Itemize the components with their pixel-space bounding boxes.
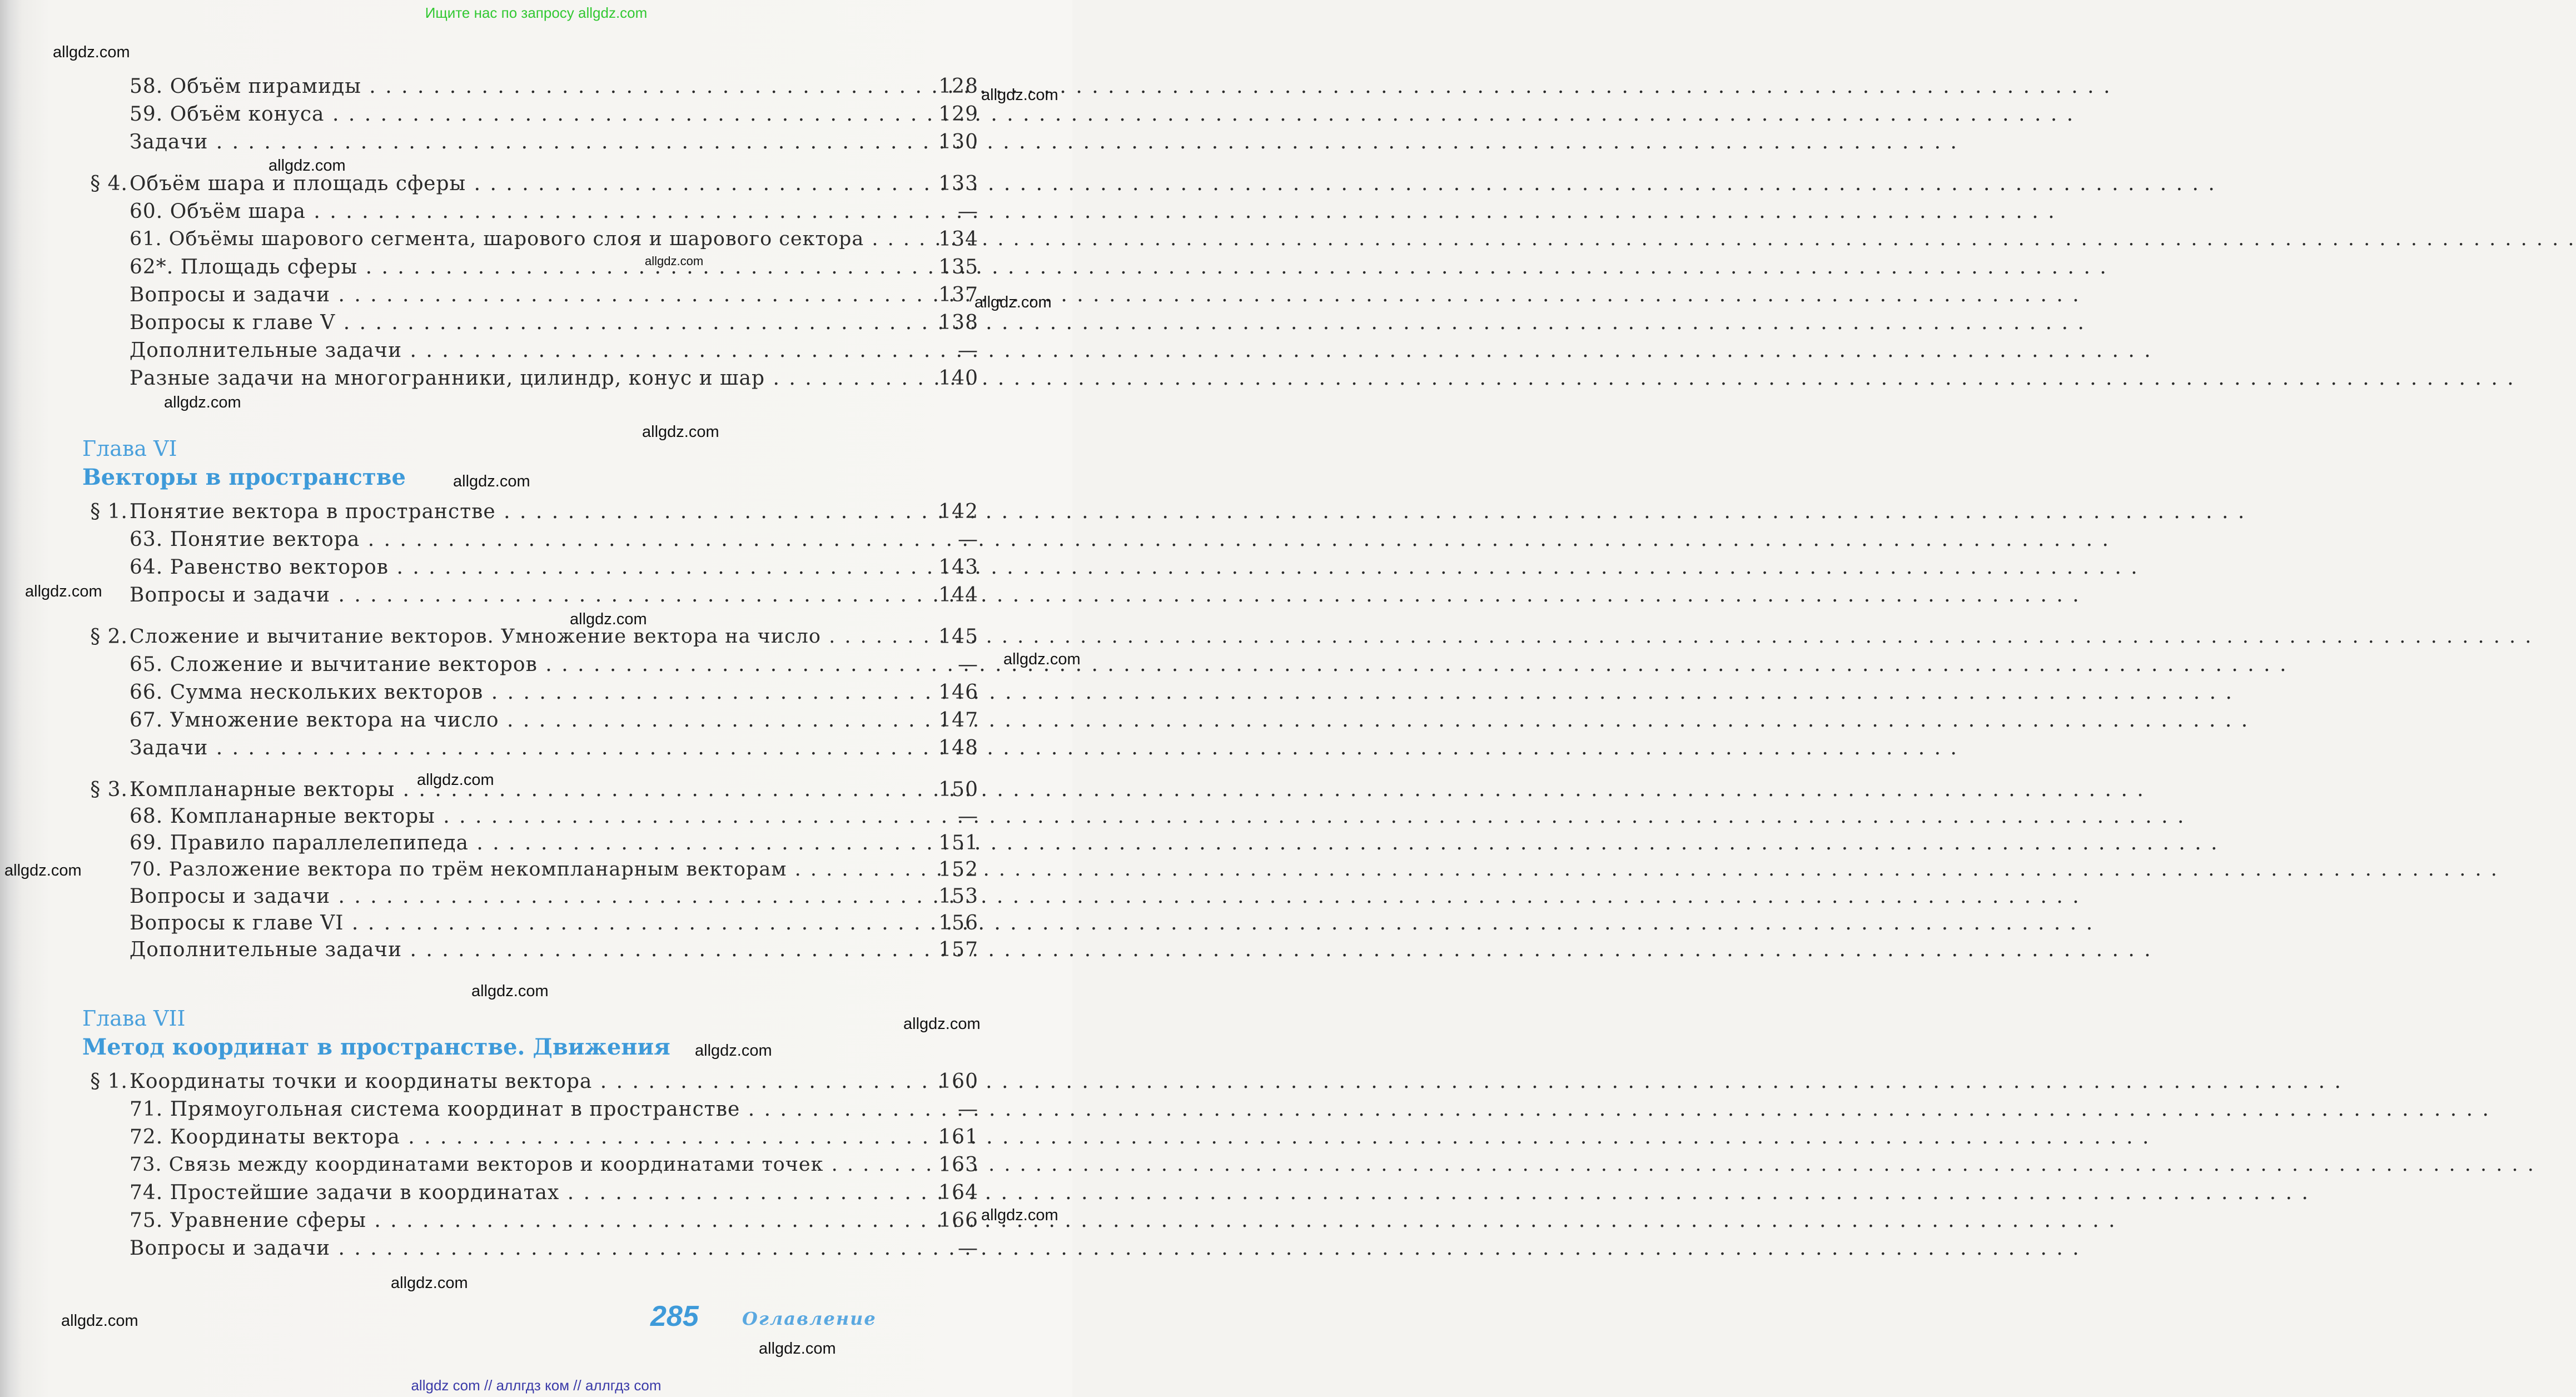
- watermark: allgdz.com: [981, 1206, 1058, 1224]
- watermark: allgdz.com: [61, 1312, 138, 1330]
- toc-row-page: 157: [938, 938, 978, 961]
- watermark: allgdz.com: [391, 1274, 468, 1292]
- toc-row-page: 135: [938, 256, 978, 279]
- toc-row-page: 153: [938, 885, 978, 908]
- watermark: allgdz.com: [4, 862, 82, 879]
- watermark: allgdz.com: [645, 254, 704, 268]
- toc-row[interactable]: [0, 858, 978, 886]
- toc-row-page: 145: [938, 625, 978, 648]
- chapter-label: Глава VI: [82, 436, 177, 461]
- watermark: allgdz.com: [759, 1340, 836, 1358]
- toc-row[interactable]: [0, 284, 978, 311]
- toc-row[interactable]: [0, 528, 978, 556]
- toc-row-title: Вопросы к главе VI . . .: [130, 912, 917, 934]
- section-number: § 1.: [90, 500, 128, 523]
- toc-row[interactable]: [0, 1181, 978, 1209]
- toc-row-title: 69. Правило параллелепипеда . . .: [130, 832, 917, 854]
- toc-row[interactable]: [0, 311, 978, 339]
- toc-row[interactable]: [0, 200, 978, 228]
- toc-section-row[interactable]: [0, 625, 978, 653]
- toc-row[interactable]: [0, 75, 978, 103]
- toc-row-page: —: [958, 200, 978, 223]
- toc-row-title: 62*. Площадь сферы . . .: [130, 256, 917, 279]
- toc-row[interactable]: [0, 103, 978, 131]
- toc-row-page: 166: [938, 1209, 978, 1232]
- toc-row[interactable]: [0, 832, 978, 859]
- toc-row-title: 63. Понятие вектора . . .: [130, 528, 917, 551]
- toc-row-title: Разные задачи на многогранники, цилиндр, конус и шар . . .: [130, 367, 917, 390]
- toc-row[interactable]: [0, 938, 978, 966]
- toc-row-page: 163: [938, 1154, 978, 1176]
- toc-row-title: Объём шара и площадь сферы . . .: [130, 172, 917, 195]
- watermark: allgdz.com: [25, 583, 102, 600]
- toc-row-title: Вопросы и задачи . . .: [130, 584, 917, 606]
- watermark: allgdz.com: [53, 43, 130, 61]
- toc-row[interactable]: [0, 805, 978, 833]
- toc-section-row[interactable]: [0, 1070, 978, 1098]
- toc-row-title: 58. Объём пирамиды . . .: [130, 75, 917, 98]
- toc-row-title: 64. Равенство векторов . . .: [130, 556, 917, 579]
- toc-row-title: 71. Прямоугольная система координат в пространстве . . .: [130, 1098, 917, 1121]
- toc-row-page: 147: [938, 709, 978, 732]
- section-label: Оглавление: [742, 1308, 877, 1329]
- toc-row-page: —: [958, 805, 978, 828]
- toc-row[interactable]: [0, 1126, 978, 1154]
- toc-row-title: 70. Разложение вектора по трём некомпланарным векторам . . .: [130, 858, 917, 881]
- chapter-label: Глава VII: [82, 1006, 186, 1031]
- toc-row-page: 133: [938, 172, 978, 195]
- toc-row-title: Координаты точки и координаты вектора . . .: [130, 1070, 917, 1093]
- toc-row-title: Сложение и вычитание векторов. Умножение вектора на число . . .: [130, 625, 917, 648]
- toc-row-title: 67. Умножение вектора на число . . .: [130, 709, 917, 732]
- watermark: allgdz.com: [570, 610, 647, 628]
- toc-row[interactable]: [0, 653, 978, 681]
- toc-section-row[interactable]: [0, 172, 978, 200]
- toc-row-title: 68. Компланарные векторы . . .: [130, 805, 917, 828]
- toc-row-page: 148: [938, 737, 978, 759]
- toc-row-title: 60. Объём шара . . .: [130, 200, 917, 223]
- toc-row[interactable]: [0, 1209, 978, 1237]
- toc-row-page: 151: [938, 832, 978, 854]
- toc-row-page: 140: [938, 367, 978, 390]
- toc-row[interactable]: [0, 367, 978, 395]
- toc-row-page: 144: [938, 584, 978, 606]
- watermark: allgdz.com: [471, 982, 549, 1000]
- section-number: § 2.: [90, 625, 128, 648]
- toc-row[interactable]: [0, 556, 978, 584]
- toc-row-page: —: [958, 1237, 978, 1260]
- toc-row[interactable]: [0, 228, 978, 256]
- toc-row-page: —: [958, 1098, 978, 1121]
- toc-row-title: Дополнительные задачи . . .: [130, 938, 917, 961]
- toc-row-title: Компланарные векторы . . .: [130, 778, 917, 801]
- section-number: § 3.: [90, 778, 128, 801]
- toc-row-page: 134: [938, 228, 978, 251]
- toc-row-page: 156: [938, 912, 978, 934]
- toc-row-page: 164: [938, 1181, 978, 1204]
- watermark: allgdz.com: [1003, 650, 1081, 668]
- toc-row-page: 128: [938, 75, 978, 98]
- toc-row[interactable]: [0, 339, 978, 367]
- toc-row-page: —: [958, 528, 978, 551]
- toc-row[interactable]: [0, 1237, 978, 1265]
- toc-row[interactable]: [0, 681, 978, 709]
- toc-row[interactable]: [0, 1154, 978, 1181]
- watermark: allgdz.com: [642, 423, 719, 441]
- bottom-site-note[interactable]: allgdz com // аллгдз ком // аллгдз com: [411, 1377, 662, 1394]
- toc-row-title: Вопросы и задачи . . .: [130, 284, 917, 306]
- section-number: § 1.: [90, 1070, 128, 1093]
- toc-row-title: 75. Уравнение сферы . . .: [130, 1209, 917, 1232]
- toc-row-title: 72. Координаты вектора . . .: [130, 1126, 917, 1149]
- watermark: allgdz.com: [695, 1042, 772, 1060]
- chapter-title[interactable]: Векторы в пространстве: [82, 464, 406, 490]
- toc-row-page: 143: [938, 556, 978, 579]
- watermark: allgdz.com: [974, 294, 1052, 311]
- toc-row-title: Вопросы и задачи . . .: [130, 885, 917, 908]
- page-number: 285: [650, 1300, 699, 1333]
- toc-section-row[interactable]: [0, 500, 978, 528]
- toc-row-page: 137: [938, 284, 978, 306]
- watermark: allgdz.com: [453, 473, 530, 490]
- watermark: allgdz.com: [981, 86, 1058, 104]
- toc-row[interactable]: [0, 131, 978, 158]
- watermark: allgdz.com: [164, 394, 241, 411]
- toc-row-page: —: [958, 653, 978, 676]
- toc-row-page: 129: [938, 103, 978, 126]
- toc-row-title: Задачи . . .: [130, 737, 917, 759]
- watermark: allgdz.com: [268, 157, 346, 175]
- toc-row-title: Вопросы и задачи . . .: [130, 1237, 917, 1260]
- toc-row[interactable]: [0, 709, 978, 737]
- toc-row-title: Дополнительные задачи . . .: [130, 339, 917, 362]
- section-number: § 4.: [90, 172, 128, 195]
- toc-row-title: Задачи . . .: [130, 131, 917, 153]
- toc-row-page: 138: [938, 311, 978, 334]
- watermark: allgdz.com: [903, 1015, 981, 1033]
- toc-row-page: 130: [938, 131, 978, 153]
- toc-row-page: 161: [938, 1126, 978, 1149]
- toc-row-title: 65. Сложение и вычитание векторов . . .: [130, 653, 917, 676]
- toc-row[interactable]: [0, 256, 978, 284]
- toc-row-title: 61. Объёмы шарового сегмента, шарового слоя и шарового сектора . . .: [130, 228, 917, 250]
- toc-row[interactable]: [0, 737, 978, 764]
- toc-row[interactable]: [0, 912, 978, 939]
- chapter-title[interactable]: Метод координат в пространстве. Движения: [82, 1034, 670, 1060]
- toc-row-page: 150: [938, 778, 978, 801]
- toc-row-title: 73. Связь между координатами векторов и координатами точек . . .: [130, 1154, 917, 1176]
- toc-row-page: 152: [938, 858, 978, 881]
- toc-row-title: 74. Простейшие задачи в координатах . . .: [130, 1181, 917, 1204]
- watermark: allgdz.com: [417, 771, 494, 789]
- toc-row-page: 160: [938, 1070, 978, 1093]
- toc-row-title: Понятие вектора в пространстве . . .: [130, 500, 917, 523]
- book-page: [0, 0, 1081, 1397]
- toc-row-title: Вопросы к главе V . . .: [130, 311, 917, 334]
- toc-row-title: 59. Объём конуса . . .: [130, 103, 917, 126]
- toc-row[interactable]: [0, 1098, 978, 1126]
- top-search-note[interactable]: Ищите нас по запросу allgdz.com: [425, 4, 648, 21]
- toc-row-title: 66. Сумма нескольких векторов . . .: [130, 681, 917, 704]
- toc-row-page: 142: [938, 500, 978, 523]
- toc-row-page: 146: [938, 681, 978, 704]
- toc-row[interactable]: [0, 584, 978, 612]
- toc-row-page: —: [958, 339, 978, 362]
- toc-row[interactable]: [0, 885, 978, 913]
